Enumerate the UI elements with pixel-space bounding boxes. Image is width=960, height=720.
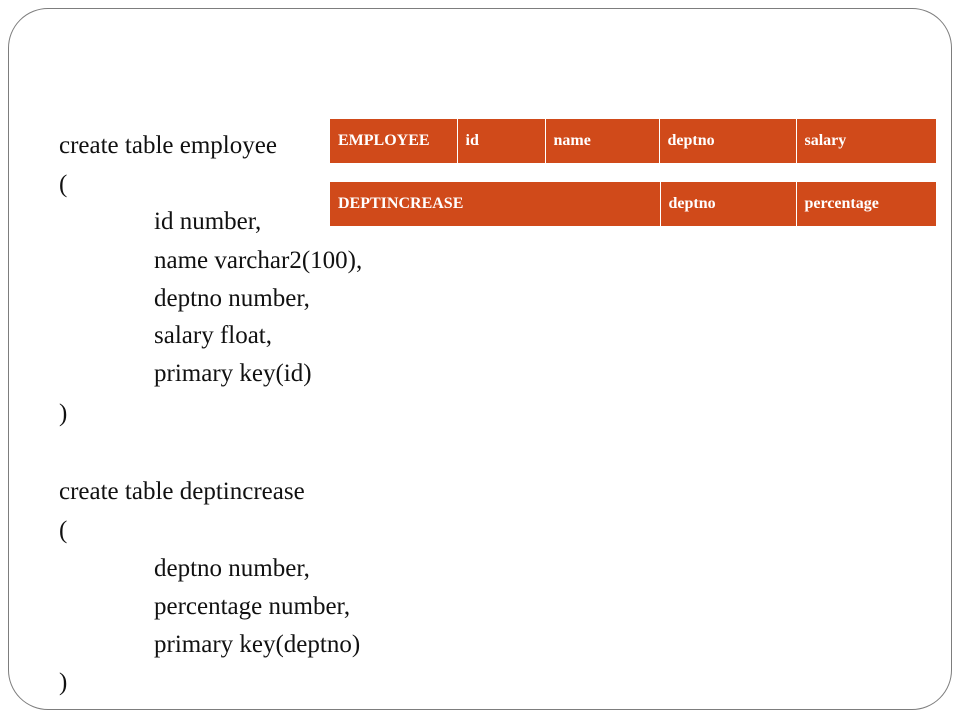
employee-deptno-cell: deptno <box>659 119 796 163</box>
slide-frame <box>8 8 952 710</box>
table-row <box>330 182 936 226</box>
code-line: deptno number, <box>154 285 310 312</box>
code-line: create table employee <box>59 132 277 159</box>
code-line: primary key(deptno) <box>154 631 361 658</box>
employee-table-name-cell: EMPLOYEE <box>330 119 457 163</box>
deptincrease-table <box>330 182 936 226</box>
code-line: deptno number, <box>154 555 310 582</box>
code-line: ) <box>59 669 68 696</box>
employee-table <box>330 119 936 163</box>
employee-salary-cell: salary <box>796 119 936 163</box>
code-line: ( <box>59 171 68 198</box>
code-line: ) <box>59 400 68 427</box>
deptincrease-deptno-cell: deptno <box>660 182 796 226</box>
deptincrease-percentage-cell: percentage <box>796 182 936 226</box>
employee-id-cell: id <box>457 119 545 163</box>
code-line: salary float, <box>154 322 273 349</box>
code-line: ( <box>59 517 68 544</box>
code-line: primary key(id) <box>154 360 312 387</box>
code-line: create table deptincrease <box>59 478 305 505</box>
code-line: id number, <box>154 208 262 235</box>
code-line: percentage number, <box>154 593 351 620</box>
deptincrease-table-name-cell: DEPTINCREASE <box>330 182 660 226</box>
code-line: name varchar2(100), <box>154 247 363 274</box>
table-row <box>330 119 936 163</box>
employee-name-cell: name <box>545 119 659 163</box>
